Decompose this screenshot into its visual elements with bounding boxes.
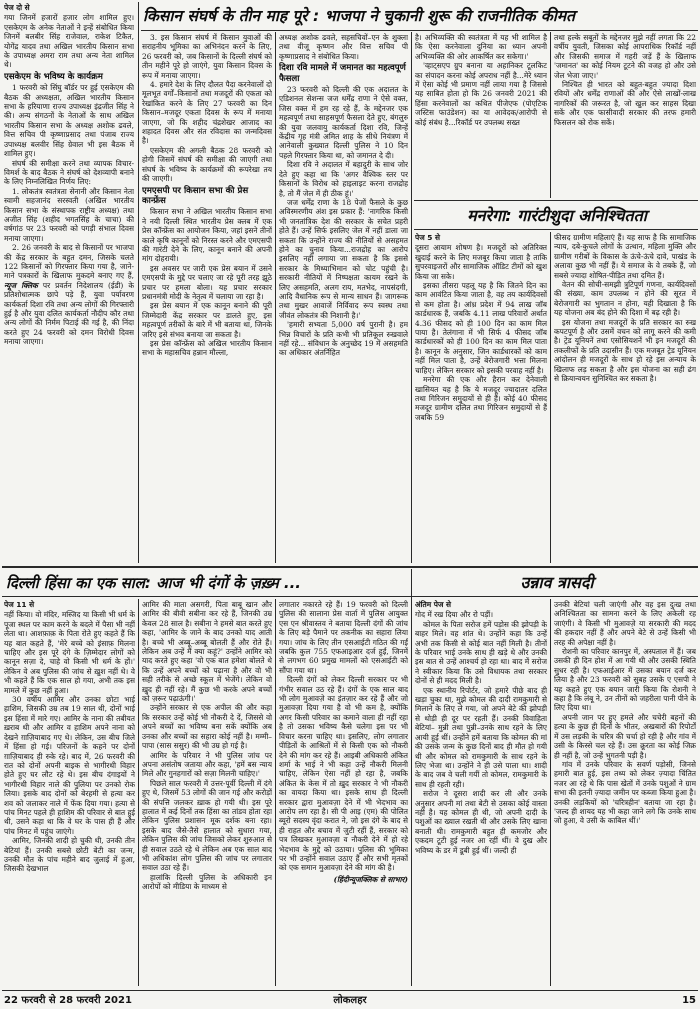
paragraph: इस योजना तथा मजदूरों के प्रति सरकार का रुख कपटपूर्ण है और उसमें वचन को लागू करने की कमी है। ट्रेड यूनियनें तथा एसोसियशनें भी इन मजदूरों की तकलीफों के प्रति उदासीन हैं। एक मजबूत ट्रेड यूनियन आंदोलन ही मजदूरों के साथ हो रहे इस अन्याय के खिलाफ लड़ सकता है और इस योजना का सही ढंग से क्रियान्वयन सुनिश्चित कर सकता है। bbox=[554, 317, 696, 384]
delhi-article-column-1 bbox=[4, 600, 135, 986]
paragraph: 'हमारी सभ्यता 5,000 वर्ष पुरानी है। हम भिन्न विचारों के प्रति कभी भी प्रतिकूल रुखवाले नहीं रहे... संविधान के अनुच्छेद 19 में असहमति का अधिकार अंतर्निहित bbox=[279, 320, 408, 358]
paragraph: अपनी जान पर हुए हमले और चचेरी बहनों की हत्या के कुछ ही दिनों के भीतर, अखबारों की रिपोर्टों में उस लड़की के चरित्र की चर्चा हो रही है और गांव में उसी के किस्से चल रहे हैं। उस क्रूरता का कोई जिक्र ही नहीं है, जो उन्हें भुगतनी पड़ी है। bbox=[554, 712, 696, 760]
text-run: पर प्रवर्तन निदेशालय (ईडी) के प्रतिशोधात्मक छापे पड़े हैं, युवा पर्यावरण कार्यकर्ता दिशा रवि तथा अन्य लोगों की गिरफ्तारी हुई है और युवा दलित कार्यकर्ता नौदीप कौर तथा अन्य लोगों की निर्मम पिटाई की गई है, की निंदा करते हुए 24 फरवरी को दमन विरोधी दिवस मनाया जाएगा। bbox=[4, 280, 134, 347]
column-rule bbox=[411, 569, 412, 986]
paragraph: दिशा रवि ने अदालत में बहादुरी के साथ जोर देते हुए कहा था कि 'अगर वैश्विक स्तर पर किसानों के विरोध को हाइलाइट करना राजद्रोह है, तो मैं जेल में ही ठीक हूं।' bbox=[279, 160, 408, 198]
manrega-article-column-2 bbox=[554, 233, 696, 563]
subheading: एसकेएम के भविष्य के कार्यक्रम bbox=[4, 71, 103, 82]
section-rule bbox=[2, 566, 698, 568]
paragraph: हालांकि दिल्ली पुलिस के अधिकारी इन आरोपों को मीडिया के माध्यम से bbox=[142, 872, 272, 892]
kisan-article-column-1 bbox=[4, 3, 134, 563]
manrega-article-headline: मनरेगा: गारंटीशुदा अनिश्चितता bbox=[467, 206, 647, 225]
paragraph: निश्चित ही भारत को बहुत-बहुत ज्यादा दिशा रवियों और धर्मेंद्र राणाओं की और ऐसे लाखों-लाख नागरिकों की जरूरत है, जो खुल कर साहस दिखा सकें और एक फासीवादी सरकार की तरफ हमारी फिसलन को रोक सकें। bbox=[554, 80, 696, 127]
paragraph: संघर्ष की समीक्षा करने तथा व्यापक विचार-विमर्श के बाद बैठक ने संघर्ष को देशव्यापी बनाने के लिए निम्नलिखित निर्णय लिए: bbox=[4, 158, 134, 187]
column-rule bbox=[550, 32, 551, 198]
paragraph: आमिर के परिवार ने भी पुलिस जांच पर अपना असंतोष जताया और कहा, 'हमें बस न्याय मिले और गुनहगारों को सज़ा मिलनी चाहिए।' bbox=[142, 750, 272, 779]
paragraph: दिल्ली दंगों को लेकर दिल्ली सरकार पर भी गंभीर सवाल उठ रहे हैं। दंगों के एक साल बाद भी लोग मुआवज़े का इंतज़ार कर रहे हैं और जो मुआवज़ा दिया गया है वो भी कम है, क्योंकि अगर किसी परिवार का कमाने वाला ही नहीं रहा है तो उसका भविष्य कैसे चलेगा इस पर भी विचार करना चाहिए था। इसलिए, लोग लगातार पीड़ितों के आश्रितों में से किसी एक को नौकरी देने की मांग कर रहे हैं। आइबी अधिकारी अंकित शर्मा के भाई ने भी कहा उन्हें नौकरी मिलनी चाहिए, लेकिन ऐसा नहीं हो रहा है, जबकि अंकित के केस में तो ख़ुद सरकार ने भी नौकरी का वायदा किया था। इसके साथ ही दिल्ली सरकार द्वारा मुआवज़ा देने में भी भेदभाव का आरोप लग रहा है। सी पी आइ (एम) की पोलित ब्यूरो सदस्य वृंदा करात ने, जो इस दंगे के बाद से ही राहत और बचाव में जुटी रहीं हैं, सरकार को पत्र लिखकर मुआवज़ा व नौकरी देने में हो रहे भेदभाव के मुद्दे को उठाया। पुलिस की भूमिका पर भी उन्होंने सवाल उठाए हैं और सभी मृतकों को एक समान मुआवज़ा देने की मांग की है। bbox=[279, 675, 408, 873]
paragraph: रोशनी का परिवार कानपुर में, अस्पताल में हैं। जब उसकी ही दिन होश में आ गयी थी और उसकी स्थिति सुधर रही है। एफआईआर में उसका बयान दर्ज कर लिया है और 23 फरवरी को सुबह उसके ए एसपी ने यह कहते हुए एक बयान जारी किया कि रोशनी ने कहा है कि लंबू ने, उन तीनों को जहरीला पानी पीने के लिए दिया था। bbox=[554, 647, 696, 713]
paragraph: इस प्रेस बयान में एक कानून बनाने की पूरी जिम्मेदारी केंद्र सरकार पर डालते हुए, इस महत्वपूर्ण तरीकों के बारे में भी बताया था, जिनके जरिए इसे संभव बनाया जा सकता है। bbox=[142, 301, 272, 339]
delhi-article-column-3 bbox=[279, 600, 408, 986]
paragraph: फीसद ग्रामीण महिलाएं हैं। यह साफ है कि सामाजिक न्याय, दबे-कुचले लोगों के उत्थान, महिला मुक्ति और ग्रामीण गरीबों के विकास के ऊंचे-ऊंचे दावे, पाखंड के अलावा कुछ भी नहीं हैं। ये समाज के वे तबके हैं, जो सबसे ज्यादा शोषित-पीड़ित तथा दमित हैं। bbox=[554, 233, 696, 280]
footer-rule bbox=[2, 990, 698, 991]
page-number: 15 bbox=[682, 995, 696, 1006]
continuation-line: अंतिम पेज से bbox=[415, 600, 452, 609]
headline-rule bbox=[414, 229, 698, 230]
paragraph: 23 फरवरी को दिल्ली की एक अदालत के एडिशनल सेशन्स जज धर्मेंद्र राणा ने ऐसे वक्त, जिस वक्त में हम रह रहे हैं, के मद्देनजर एक महत्वपूर्ण तथा साहसपूर्ण फैसला देते हुए, बंगलुरु की युवा जलवायु कार्यकर्ता दिशा रवि, जिन्हें केंद्रीय गृह मंत्री अमित शाह के सीधे नियंत्रण में आनेवाली कुख्यात दिल्ली पुलिस ने 10 दिन पहले गिरफ्तार किया था, को जमानत दे दी। bbox=[279, 85, 408, 160]
paragraph: इस प्रेस कॉन्फ्रेंस को अखिल भारतीय किसान सभा के महासचिव हन्नान मौल्ला, bbox=[142, 339, 272, 358]
paragraph: तथा हल्के सबूतों के मद्देनजर मुझे नहीं लगता कि 22 वर्षीय युवती, जिसका कोई आपराधिक रिकॉर्ड नहीं और जिसकी समाज में गहरी जड़ें हैं के खिलाफ 'जमानत' का कोई नियम टूटने की वजह हो और उसे जेल भेजा जाए।' bbox=[554, 33, 696, 80]
text-run: 2. 26 जनवरी के बाद से किसानों पर भाजपा की केंद्र सरकार के बहुत दमन, जिसके चलते 122 किसानों को गिरफ्तार किया गया है, जाने-माने पत्रकारों के खिलाफ मुकदमे बनाए गए हैं, bbox=[4, 243, 134, 281]
column-rule bbox=[550, 232, 551, 563]
paragraph: है। अभिव्यक्ति की स्वतंत्रता में यह भी शामिल है कि ऐसा करनेवाला दुनिया का ध्यान अपनी अभिव्यक्ति की ओर आकर्षित कर सकेगा।' bbox=[415, 33, 547, 61]
continuation-line: पेज 11 से bbox=[4, 600, 35, 609]
kisan-article-column-5 bbox=[554, 33, 696, 199]
continuation-line: पेज 5 से bbox=[415, 233, 440, 242]
kisan-article-column-3 bbox=[279, 33, 408, 563]
column-rule bbox=[275, 32, 276, 563]
paragraph: जज धर्मेंद्र राणा के 18 पेजों फैसले के कुछ अविस्मरणीय अंश इस प्रकार हैं: 'नागरिक किसी भी जनतांत्रिक देश की सरकार के सचेत प्रहरी होते हैं। उन्हें सिर्फ इसलिए जेल में नहीं डाला जा सकता कि उन्होंने राज्य की नीतियों से असहमत होने का चुनाव किया...राजद्रोह का आरोप इसलिए नहीं लगाया जा सकता है कि इससे सरकार के मिथ्याभिमान को चोट पहुंची है। सरकारी नीतियों में निष्पक्षता कायम रखने के लिए असहमति, अलग राय, मतभेद, नापसंदगी, आदि वैधानिक रूप से मान्य साधन हैं। जागरूक तथा मुखर आवाजें निर्विवाद रूप स्वस्थ तथा जीवंत लोकतंत्र की निशानी है।' bbox=[279, 197, 408, 320]
kisan-article-column-4 bbox=[415, 33, 547, 199]
paragraph: 30 वर्षीय आमिर और उनका छोटा भाई हाशिम, जिसकी उम्र तब 19 साल थी, दोनों भाई इस हिंसा में मारे गए। आमिर के नाना की तबीयत ख़राब थी और आमिर व हाशिम अपने नाना को देखने ग़ाज़ियाबाद गए थे। लेकिन, उस बीच जिले में हिंसा हो गई। परिजनों के कहने पर दोनों ग़ाज़ियाबाद ही रुके रहे। बाद में, 26 फरवरी की रात को दोनों अपनी बाइक से भागीरथी विहार होते हुए घर लौट रहे थे। इस बीच दंगाइयों ने भागीरथी विहार नाले की पुलिया पर उनको रोक लिया। इसके बाद दोनों को बेरहमी से हत्या कर शव को जलाकर नाले में फेंक दिया गया। हत्या से पांच मिनट पहले ही हाशिम की परिवार से बात हुई थी, उसने कहा था कि वे घर के पास ही हैं और पांच मिनट में पहुंच जाएंगे। bbox=[4, 695, 135, 836]
paragraph: कोमल के पिता सरोज हमें पड़ोस की झोपड़ी के बाहर मिले। वह शांत थे। उन्होंने कहा कि उन्हें अभी तक किसी से कोई बात नहीं मिली है। तीनों के परिवार भाई उनके साथ ही खड़े थे और उनकी इस बात से उन्हें आश्चर्य हो रहा था। बाद में सरोज ने स्वीकार किया कि उसे विधायक तथा सरकार दोनों से ही मदद मिली है। bbox=[415, 619, 547, 686]
column-rule bbox=[550, 599, 551, 986]
column-rule bbox=[138, 599, 139, 986]
unnao-article-headline: उन्नाव त्रासदी bbox=[520, 573, 594, 592]
kisan-article-headline: किसान संघर्ष के तीन माह पूरे : भाजपा ने चुकानी शुरू की राजनीतिक कीमत bbox=[143, 7, 575, 25]
paragraph: इस अवसर पर जारी एक प्रेस बयान में उसने एमएसपी के मुद्दे पर चलाए जा रहे पूरी तरह झूठे प्रचार पर हमला बोला। यह प्रचार सरकार प्रधानमंत्री मोदी के नेतृत्व में चलाया जा रहा है। bbox=[142, 263, 272, 301]
paragraph: मनरेगा की एक और हैरान कर देनेवाली खासियत यह है कि ये मजदूर ज्यादातर दलित तथा गिरिजन समुदायों से ही हैं। कोई 40 फीसद मजदूर ग्रामीण दलित तथा गिरिजन समुदायों से हैं जबकि 59 bbox=[415, 375, 547, 422]
paragraph: एसकेएम की अगली बैठक 28 फरवरी को होगी जिसमें संघर्ष की समीक्षा की जाएगी तथा संघर्ष के भविष्य के कार्यक्रमों की रूपरेखा तय की जाएगी। bbox=[142, 145, 272, 184]
paragraph: दूसरा आयाम शोषण है। मजदूरों को अतिरिक्त खुदाई करने के लिए मजबूर किया जाता है ताकि सुपरवाइजरों और सामाजिक ऑडिट टीमों को खुश किया जा सके। bbox=[415, 243, 547, 281]
paragraph bbox=[4, 243, 134, 346]
paragraph: 4. हमारे देश के लिए दौलत पैदा करनेवालों दो मूलभूत वर्गों–किसानों तथा मजदूरों की एकता को रेखांकित करने के लिए 27 फरवरी का दिन किसान–मजदूर एकता दिवस के रूप में मनाया जाएगा, जो कि शहीद चंद्रशेखर आजाद का शहादत दिवस और संत रविदास का जन्मदिवस है। bbox=[142, 80, 272, 146]
paragraph: एक स्थानीय रिपोर्टर, जो हमारे पीछे बाद ही खड़ा चुका था, मुझे कोमल की दादी रामकुमारी से मिलाने के लिए ले गया, जो अपने बेटे की झोपड़ी से थोड़ी ही दूर पर रहती हैं। उनकी विवाहिता बेटियां– मुन्नी तथा पुन्नी–उनके साथ रहने के लिए आयी हुई थीं। उन्होंने हमें बताया कि कोमल की मां की उसके जन्म के कुछ दिनों बाद ही मौत हो गयी थी और कोमल को रामकुमारी के साथ रहने के लिए भेजा था। उन्होंने ने ही उसे पाला था। शादी के बाद जब वे चली गयीं तो कोमल, रामकुमारी के साथ ही रहती रही। bbox=[415, 685, 547, 789]
unnao-article-column-2 bbox=[554, 600, 696, 986]
paragraph: गांव में उनके परिवार के सवर्ण पड़ोसी, जिनसे हमारी बात हुई, इस तथ्य को लेकर ज़्यादा चिंतित नजर आ रहे थे कि पास खेतों में उनके पशुओं ने ग्राम सभा की इतनी ज़्यादा जमीन पर कब्जा किया हुआ है। उनकी लड़कियों को 'चरित्रहीन' बताया जा रहा है। 'जल्द ही शायद यह भी कहा जाने लगे कि उनके साथ जो हुआ, वे उसी के काबिल थीं।' bbox=[554, 759, 696, 826]
paragraph: पिछले साल फरवरी में उत्तर-पूर्वी दिल्ली में दंगे हुए थे, जिसमें 53 लोगों की जान गई और करोड़ों की संपत्ति जलकर ख़ाक हो गयी थी। इस पूरे हालात में कई दिनों तक हिंसा का तांडव होता रहा लेकिन पुलिस प्रशासन मूक दर्शक बना रहा। इसके बाद जैसे-तैसे हालात को सुधारा गया, लेकिन पुलिस की जांच जिसको लेकर शुरुआत से ही सवाल उठते रहे थे लेकिन अब एक साल बाद भी अधिकांश लोग पुलिस की जांच पर लगातार सवाल उठा रहे हैं। bbox=[142, 778, 272, 873]
paragraph: इसका तीसरा पहलू यह है कि जितने दिन का काम आवंटित किया जाता है, वह तय कार्यदिवसों से कम होता है। आंध्र प्रदेश में 94 लाख जॉब कार्डधारक हैं, जबकि 4.11 लाख परिवारों अर्थात 4.36 फीसद को ही 100 दिन का काम मिल पाया है। तेलंगाना में भी सिर्फ 4 फीसद जॉब कार्डधारकों को ही 100 दिन का काम मिल पाता है। कानून के अनुसार, जिन कार्डधारकों को काम नहीं मिल पाता है, उन्हें बेरोजगारी भत्ता मिलना चाहिए। लेकिन सरकार को इसकी परवाह नहीं है। bbox=[415, 281, 547, 375]
paragraph: सरोज ने दूसरा शादी कर ली और उनके अनुसार अपनी मां तथा बेटी से उसका कोई वास्ता नहीं है। यह कोमल ही थी, जो अपनी दादी के पशुओं का ख्याल रखती थी और उसके लिए खाना बनाती थी। रामकुमारी बहुत ही कमजोर और एकदम टूटी हुई नजर आ रहीं थीं। वे दुख और भविष्य के डर में डूबी हुई थीं। जल्दी ही bbox=[415, 789, 547, 855]
emphasis-text: न्यूज क्लिक bbox=[4, 280, 38, 290]
delhi-article-headline: दिल्ली हिंसा का एक साल: आज भी दंगों के ज़ख़्म ... bbox=[6, 574, 301, 592]
source-credit: (हिंदीन्यूजक्लिक से साभार) bbox=[333, 874, 408, 884]
paragraph: 'व्हाट्सएप ग्रुप बनाना या अहानिकर टूलकिट का संपादन करना कोई अपराध नहीं है...मेरे ध्यान में ऐसा कोई भी प्रमाण नहीं लाया गया है जिससे यह साबित होता हो कि 26 जनवरी 2021 की हिंसा करनेवालों का कथित पीजेएफ (पोएटिक जस्टिस फाउंडेशन) का या आवेदक/आरोपी से कोई संबंध है...रिकॉर्ड पर उपलब्ध सख्त bbox=[415, 61, 547, 127]
column-rule bbox=[275, 599, 276, 986]
paragraph: उन्होंने सरकार से एक अपील की और कहा कि सरकार उन्हें कोई भी नौकरी दे दें, जिससे वो अपने बच्चों का भविष्य बना सकें क्योंकि अब उनका और बच्चों का सहारा कोई नहीं है। मम्मी–पापा (सास ससुर) की भी उम्र हो गई है। bbox=[142, 703, 272, 751]
subheading: दिशा रवि मामले में जमानत का महत्वपूर्ण फैसला bbox=[279, 63, 406, 84]
headline-rule bbox=[141, 30, 698, 31]
paragraph: अध्यक्ष अशोक ढवले, सहसचिवों–एन के शुक्ला तथा वीजू कृष्णन और वित्त सचिव पी कृष्णाप्रसाद ने संबोधित किया। bbox=[279, 33, 408, 61]
publication-name: लोकलहर bbox=[333, 995, 367, 1006]
paragraph: गया जिनमें हजारों हजार लोग शामिल हुए। एसकेएम के अनेक नेताओं ने इन्हें संबोधित किया जिनमें बलबीर सिंह राजेवाल, राकेश टिकैत, योगेंद्र यादव तथा अखिल भारतीय किसान सभा के उपाध्यक्ष अमरा राम तथा अन्य नेता शामिल थे। bbox=[4, 13, 134, 70]
kisan-article-column-2 bbox=[142, 33, 272, 563]
paragraph: आमिर, जिनकी शादी हो चुकी थी, उनकी तीन बेटियां हैं। उनकी सबसे छोटी बेटी का जन्म, उनकी मौत के पांच महीने बाद जुलाई में हुआ, जिसकी देखभाल bbox=[4, 836, 135, 874]
paragraph: आमिर की माता असगरी, पिता बाबू खान और आमिर की बीवी सबीना कर रहे हैं, जिनकी उम्र केवल 28 साल है। सबीना ने हमसे बात करते हुए कहा, 'आमिर के जाने के बाद उनको याद आती है। बच्चे भी अब्बू–अब्बू बोलती हैं और रोते हैं। लेकिन अब उन्हें मैं क्या कहूं?' उन्होंने आमिर को याद करते हुए कहा 'वो एक बात हमेशा बोलते थे कि उन्हें अपने बच्चों को पढ़ाना है और वो भी सही तरीके से अच्छे स्कूल में भेजेंगे। लेकिन वो ख़ुद ही नहीं रहे। मैं कुछ भी करके अपने बच्चों को ज़रूर पढ़ाऊंगी।' bbox=[142, 600, 272, 704]
subheading: एमएसपी पर किसान सभा की प्रेस कान्फ्रेंस bbox=[142, 185, 249, 206]
paragraph: नहीं किया। वो मंदिर, मस्जिद या किसी भी धर्म के पूजा स्थल पर काम करने के बदले में पैसा भी नहीं लेता था। आशफ़ाक़ के पिता रोते हुए कहते हैं कि यह बात कहते हैं, 'मेरे बच्चे को इंसाफ़ मिलना चाहिए और इस पूरे दंगे के ज़िम्मेदार लोगों को कानून सज़ा दे, चाहे वो किसी भी धर्म के हों।' लेकिन वे अब पुलिस की जांच से ख़ुश नहीं थे। वे भी कहते हैं कि एक साल हो गया, अभी तक इस मामले में कुछ नहीं हुआ। bbox=[4, 610, 135, 695]
paragraph: उनकी बेटियां चली जाएंगी और वह इस दुःख तथा अनिश्चितता का सामना करने के लिए अकेली रह जाएंगी। वे किसी भी मुआवज़े या सरकारी की मदद की हकदार नहीं हैं और अपने बेटे से उन्हें किसी भी तरह की अपेक्षा नहीं है। bbox=[554, 600, 696, 647]
continuation-line: पेज दो से bbox=[4, 3, 30, 12]
paragraph: गोद में रख दिया और रो पड़ीं। bbox=[415, 610, 494, 620]
paragraph: 1 फरवरी को सिंघु बॉर्डर पर हुई एसकेएम की बैठक की अध्यक्षता, अखिल भारतीय किसान सभा के हरियाणा राज्य उपाध्यक्ष इंद्रजीत सिंह ने की। अन्य संगठनों के नेताओं के साथ अखिल भारतीय किसान सभा के अध्यक्ष अशोक ढवले, वित्त सचिव पी कृष्णाप्रसाद तथा पंजाब राज्य उपाध्यक्ष बलवीर सिंह ग्रेवाल भी इस बैठक में शामिल हुए। bbox=[4, 83, 134, 159]
paragraph: लगातार नकारते रहे हैं। 19 फरवरी को दिल्ली पुलिस की सालाना प्रेस वार्ता में पुलिस आयुक्त एस एन श्रीवास्तव ने बताया दिल्ली दंगों की जांच के लिए बड़े पैमाने पर तकनीक का सहारा लिया गया। जांच के लिए तीन एसआईटी गठित की गईं जबकि कुल 755 एफआइआर दर्ज हुईं, जिनमें से लगभग 60 प्रमुख मामलों को एसआईटी को सौंपा गया था। bbox=[279, 600, 408, 675]
delhi-article-column-2 bbox=[142, 600, 272, 986]
paragraph: 1. लोकतंत्र स्वतंत्रता सेनानी और किसान नेता स्वामी सहजानंद सरस्वती (अखिल भारतीय किसान सभा के संस्थापक राष्ट्रीय अध्यक्ष) तथा अजीत सिंह (शहीद भगतसिंह के चाचा) की वर्षगांठ पर 23 फरवरी को पगड़ी संभाल दिवस मनाया जाएगा। bbox=[4, 186, 134, 243]
unnao-article-column-1 bbox=[415, 600, 547, 986]
paragraph: 3. इस किसान संघर्ष में किसान युवाओं की सराहनीय भूमिका का अभिनंदन करने के लिए, 26 फरवरी को, जब किसानों के दिल्ली संघर्ष को तीन महीने पूरे हो जाएंगे, युवा किसान दिवस के रूप में मनाया जाएगा। bbox=[142, 33, 272, 80]
manrega-article-column-1 bbox=[415, 233, 547, 563]
paragraph: वेतन की सोची-समझी त्रुटिपूर्ण गणना, कार्यदिवसों की संख्या, काम उपलब्ध न होने की सूरत में बेरोजगारी का भुगतान न होना, यही दिखाता है कि यह योजना अब बंद होने की दिशा में बढ़ रही है। bbox=[554, 280, 696, 318]
headline-rule bbox=[414, 200, 698, 201]
column-rule bbox=[411, 32, 412, 563]
paragraph: किसान सभा ने अखिल भारतीय किसान सभा ने नयी दिल्ली स्थित भारतीय प्रेस क्लब में एक प्रेस कॉन्फ्रेंस का आयोजन किया, जहां इसने तीनों काले कृषि कानूनों को निरस्त करने और एमएसपी की गारंटी देने के लिए, कानून बनाने की अपनी मांग दोहरायी। bbox=[142, 207, 272, 264]
issue-date: 22 फरवरी से 28 फरवरी 2021 bbox=[4, 995, 132, 1006]
column-rule bbox=[138, 2, 139, 563]
headline-rule bbox=[2, 596, 698, 597]
